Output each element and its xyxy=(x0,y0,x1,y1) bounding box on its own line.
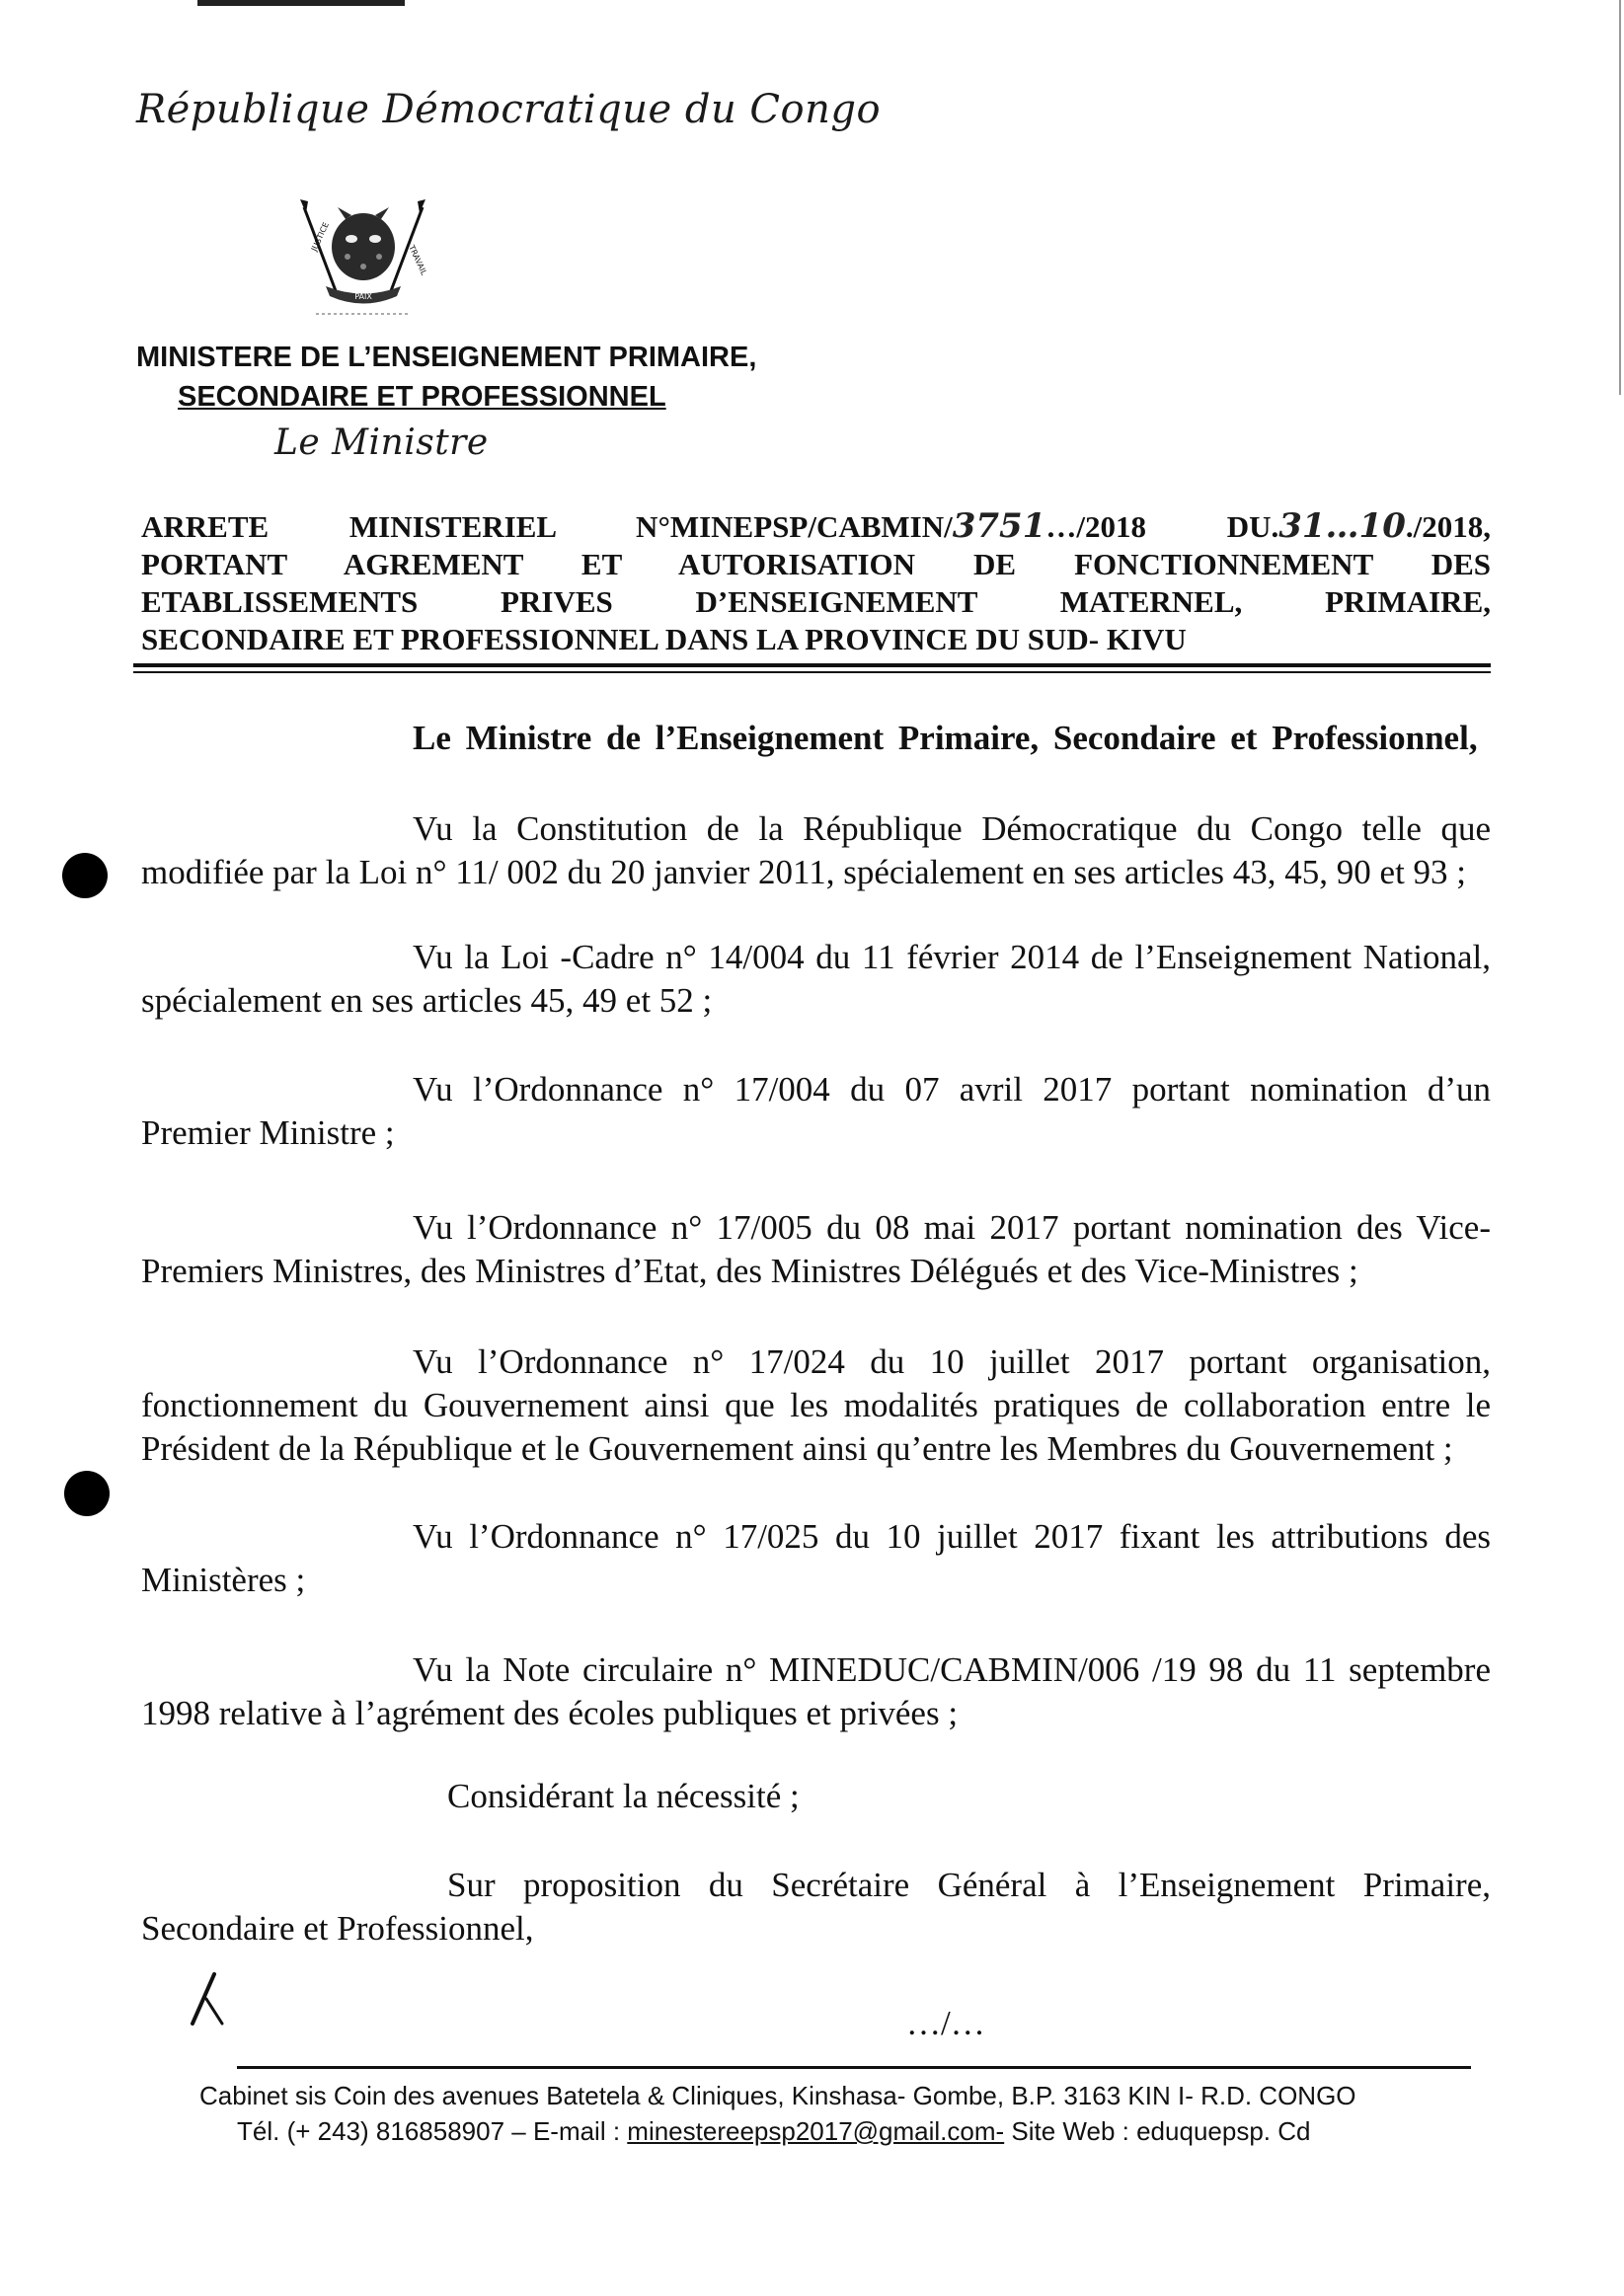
decree-date-handwritten: 31…10 xyxy=(1278,506,1406,546)
ministry-heading-line1: MINISTERE DE L’ENSEIGNEMENT PRIMAIRE, xyxy=(136,342,757,373)
title-divider-thin xyxy=(133,671,1491,673)
decree-date-prefix: DU. xyxy=(1226,509,1279,544)
paragraph-loi-cadre: Vu la Loi -Cadre n° 14/004 du 11 février 2014 de l’Enseignement National, spécialement en ses articles 45, 49 et 52 ; xyxy=(141,938,1491,1020)
punch-hole-bottom xyxy=(64,1471,110,1516)
paragraph-sur-proposition: Sur proposition du Secrétaire Général à l’Enseignement Primaire, Secondaire et Professionnel, xyxy=(141,1866,1491,1948)
footer-website: Site Web : eduquepsp. Cd xyxy=(1004,2116,1311,2146)
paragraph-considerant: Considérant la nécessité ; xyxy=(447,1777,800,1815)
republic-heading: République Démocratique du Congo xyxy=(136,87,882,132)
decree-ref-year: …/2018 xyxy=(1045,509,1146,544)
emblem-motto-justice: JUSTICE xyxy=(309,220,331,253)
footer-contact xyxy=(237,2113,1310,2149)
decree-title-line2: PORTANT AGREMENT ET AUTORISATION DE FONCTIONNEMENT DES xyxy=(141,547,1491,581)
ministry-heading-line2: SECONDAIRE ET PROFESSIONNEL xyxy=(178,381,666,413)
decree-title-line3: ETABLISSEMENTS PRIVES D’ENSEIGNEMENT MATERNEL, PRIMAIRE, xyxy=(141,584,1491,619)
continued-marker: …/… xyxy=(906,2004,985,2042)
preamble-minister: Le Ministre de l’Enseignement Primaire, Secondaire et Professionnel, xyxy=(413,719,1478,757)
decree-ref-prefix: ARRETE MINISTERIEL N°MINEPSP/CABMIN/ xyxy=(141,509,953,544)
decree-number-handwritten: 3751 xyxy=(952,506,1046,546)
paragraph-ordonnance-17-024: Vu l’Ordonnance n° 17/024 du 10 juillet 2017 portant organisation, fonctionnement du Gouvernement ainsi que les modalités pratiques de collaboration entre le Président de la République et le Gouvernement ainsi qu’entre les Membres du Gouvernement ; xyxy=(141,1342,1491,1468)
initial-mark xyxy=(183,1969,232,2033)
paragraph-ordonnance-17-025: Vu l’Ordonnance n° 17/025 du 10 juillet 2017 fixant les attributions des Ministères ; xyxy=(141,1517,1491,1599)
emblem-motto-travail: TRAVAIL xyxy=(407,244,429,277)
scan-mark xyxy=(197,0,405,6)
title-divider xyxy=(133,663,1491,667)
paragraph-note-circulaire: Vu la Note circulaire n° MINEDUC/CABMIN/006 /19 98 du 11 septembre 1998 relative à l’agrément des écoles publiques et privées ; xyxy=(141,1650,1491,1732)
decree-date-year: ./2018, xyxy=(1405,509,1491,544)
footer-address: Cabinet sis Coin des avenues Batetela & Cliniques, Kinshasa- Gombe, B.P. 3163 KIN I- R.D. CONGO xyxy=(199,2081,1356,2110)
decree-title xyxy=(141,507,1491,658)
scan-edge xyxy=(1619,0,1621,395)
coat-of-arms-emblem xyxy=(286,197,439,321)
decree-title-line1 xyxy=(141,507,1491,546)
paragraph-ordonnance-17-004: Vu l’Ordonnance n° 17/004 du 07 avril 2017 portant nomination d’un Premier Ministre ; xyxy=(141,1070,1491,1152)
decree-title-line4: SECONDAIRE ET PROFESSIONNEL DANS LA PROVINCE DU SUD- KIVU xyxy=(141,622,1187,656)
footer-divider xyxy=(237,2066,1471,2069)
emblem-motto-paix: PAIX xyxy=(354,292,372,301)
punch-hole-top xyxy=(62,853,108,898)
footer-phone: Tél. (+ 243) 816858907 – E-mail : xyxy=(237,2116,628,2146)
paragraph-ordonnance-17-005: Vu l’Ordonnance n° 17/005 du 08 mai 2017 portant nomination des Vice-Premiers Ministres, des Ministres d’Etat, des Ministres Délégués et des Vice-Ministres ; xyxy=(141,1208,1491,1290)
paragraph-constitution: Vu la Constitution de la République Démocratique du Congo telle que modifiée par la Loi n° 11/ 002 du 20 janvier 2011, spécialement en ses articles 43, 45, 90 et 93 ; xyxy=(141,809,1491,891)
footer-email-link[interactable]: minestereepsp2017@gmail.com- xyxy=(627,2116,1005,2146)
le-ministre-label: Le Ministre xyxy=(274,422,489,463)
